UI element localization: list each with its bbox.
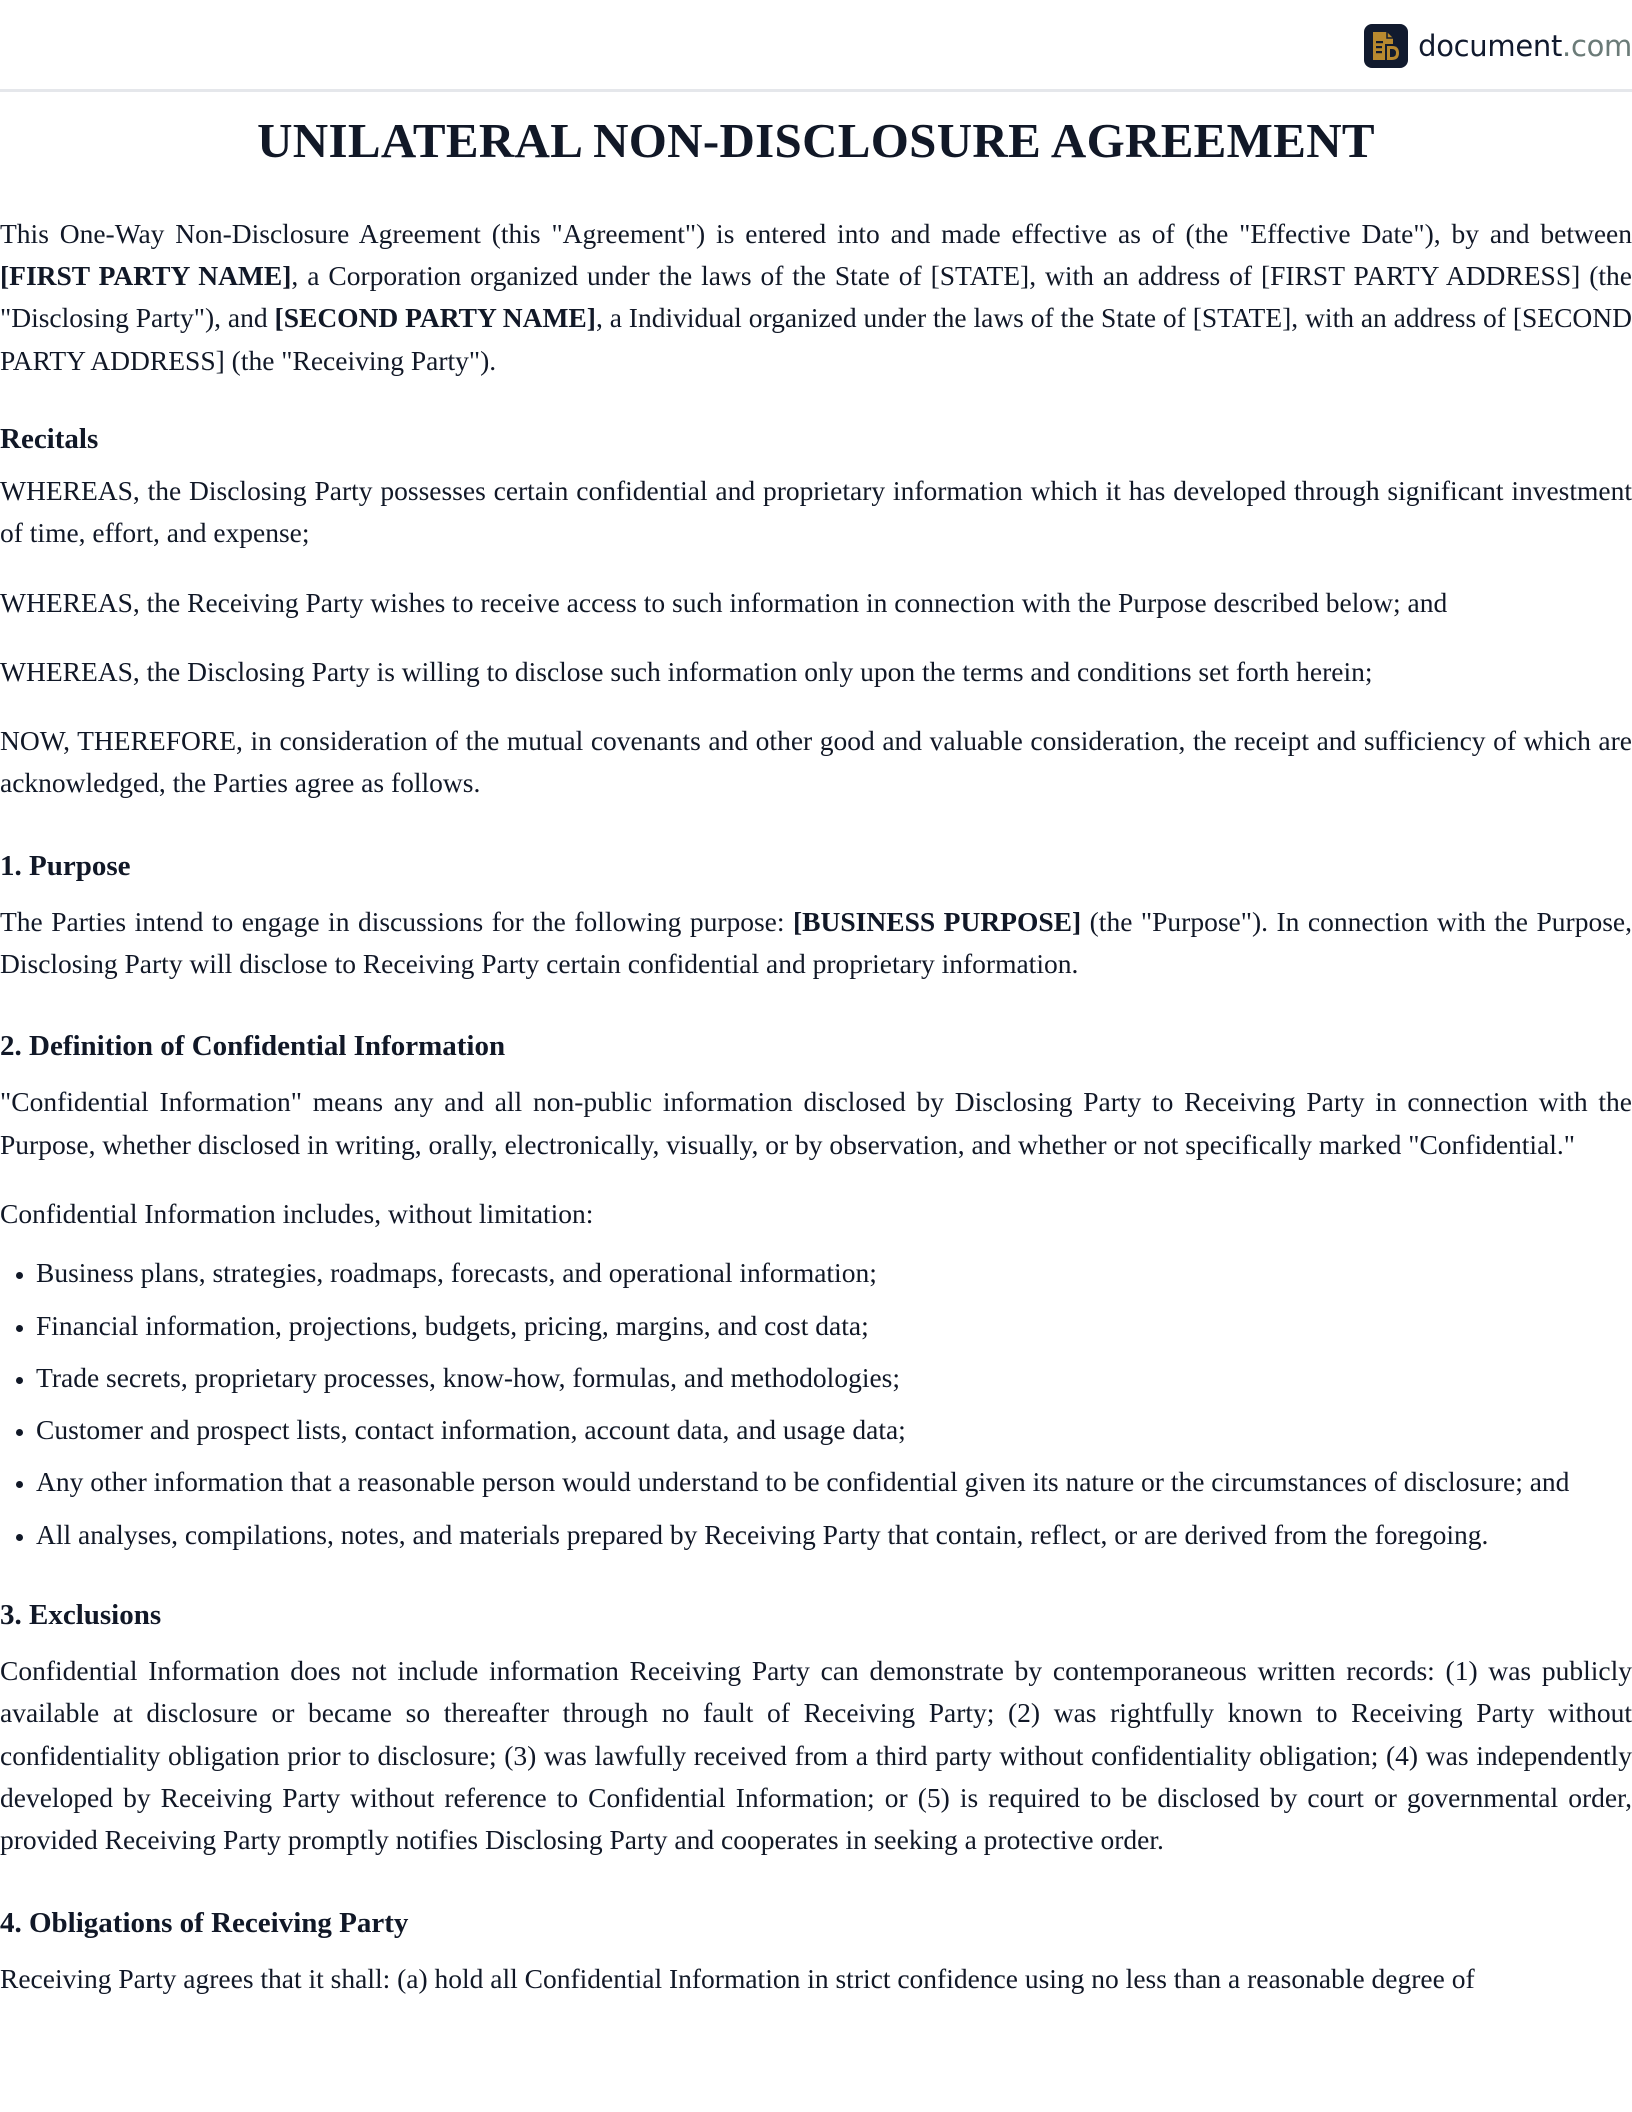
obligations-paragraph: Receiving Party agrees that it shall: (a) hold all Confidential Information in strict confidence using no less than a reasonable degree of: [0, 1962, 1475, 1994]
recital-paragraph: WHEREAS, the Disclosing Party possesses certain confidential and proprietary information which it has developed through significant investment of time, effort, and expense;: [0, 474, 1632, 549]
list-item: • Any other information that a reasonable person would understand to be confidential given its nature or the circumstances of disclosure; and: [36, 1461, 1632, 1503]
second-party-name-placeholder: [SECOND PARTY NAME]: [274, 302, 596, 334]
confidential-info-list: [0, 1252, 1632, 1556]
brand-name: document.com: [1418, 29, 1632, 63]
brand-logo-link[interactable]: [1364, 24, 1632, 68]
list-item: • Customer and prospect lists, contact information, account data, and usage data;: [36, 1409, 1632, 1451]
section-heading-exclusions: 3. Exclusions: [0, 1599, 162, 1632]
purpose-paragraph: The Parties intend to engage in discussions for the following purpose: [BUSINESS PURPOSE] (the "Purpose"). In connection with the Purpose, Disclosing Party will disclose to Receiving Party certain confidential and proprietary information.: [0, 905, 1632, 980]
list-item: • Business plans, strategies, roadmaps, forecasts, and operational information;: [36, 1252, 1632, 1294]
intro-paragraph: This One-Way Non-Disclosure Agreement (this "Agreement") is entered into and made effective as of (the "Effective Date"), by and between [FIRST PARTY NAME], a Corporation organized under the laws of the State of [STATE], with an address of [FIRST PARTY ADDRESS] (the "Disclosing Party"), and [SECOND PARTY NAME], a Individual organized under the laws of the State of [STATE], with an address of [SECOND PARTY ADDRESS] (the "Receiving Party").: [0, 217, 1632, 376]
recital-paragraph: NOW, THEREFORE, in consideration of the mutual covenants and other good and valuable consideration, the receipt and sufficiency of which are acknowledged, the Parties agree as follows.: [0, 725, 1632, 799]
top-bar: [0, 0, 1632, 92]
document-logo-icon: [1364, 24, 1408, 68]
definition-list-intro: Confidential Information includes, without limitation:: [0, 1197, 594, 1229]
first-party-name-placeholder: [FIRST PARTY NAME]: [0, 260, 292, 292]
list-item: • Trade secrets, proprietary processes, know-how, formulas, and methodologies;: [36, 1357, 1632, 1399]
section-heading-purpose: 1. Purpose: [0, 849, 131, 882]
list-item: • All analyses, compilations, notes, and materials prepared by Receiving Party that contain, reflect, or are derived from the foregoing.: [36, 1514, 1632, 1556]
recital-paragraph: WHEREAS, the Receiving Party wishes to receive access to such information in connection with the Purpose described below; and: [0, 586, 1448, 618]
section-heading-definition: 2. Definition of Confidential Information: [0, 1030, 506, 1063]
recitals-heading: Recitals: [0, 422, 99, 455]
recital-paragraph: WHEREAS, the Disclosing Party is willing to disclose such information only upon the terms and conditions set forth herein;: [0, 655, 1373, 687]
document-title: UNILATERAL NON-DISCLOSURE AGREEMENT: [257, 113, 1375, 168]
document-body: [0, 112, 1632, 2000]
section-heading-obligations: 4. Obligations of Receiving Party: [0, 1906, 409, 1939]
definition-paragraph: "Confidential Information" means any and all non-public information disclosed by Disclosing Party to Receiving Party in connection with the Purpose, whether disclosed in writing, orally, electronically, visually, or by observation, and whether or not specifically marked "Confidential.": [0, 1086, 1632, 1160]
list-item: • Financial information, projections, budgets, pricing, margins, and cost data;: [36, 1305, 1632, 1347]
business-purpose-placeholder: [BUSINESS PURPOSE]: [793, 905, 1082, 937]
exclusions-paragraph: Confidential Information does not include information Receiving Party can demonstrate by contemporaneous written records: (1) was publicly available at disclosure or became so thereafter through no fault of Receiving Party; (2) was rightfully known to Receiving Party without confidentiality obligation prior to disclosure; (3) was lawfully received from a third party without confidentiality obligation; (4) was independently developed by Receiving Party without reference to Confidential Information; or (5) is required to be disclosed by court or governmental order, provided Receiving Party promptly notifies Disclosing Party and cooperates in seeking a protective order.: [0, 1655, 1632, 1856]
